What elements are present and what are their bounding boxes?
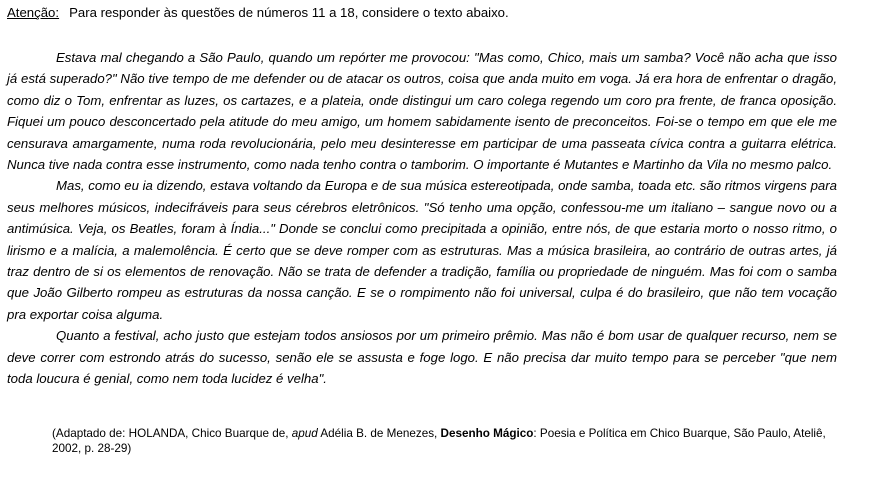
citation-book-title: Desenho Mágico (440, 427, 534, 440)
reading-passage (7, 47, 837, 390)
citation-apud: apud (291, 427, 318, 440)
passage-paragraph-1: Estava mal chegando a São Paulo, quando um repórter me provocou: "Mas como, Chico, mais um samba? Você não acha que isso já está superado?" Não tive tempo de me defender ou de atacar os outros, coisa que anda muito em voga. Já era hora de enfrentar o dragão, como diz o Tom, enfrentar as luzes, os cartazes, e a plateia, onde distingui um caro colega regendo um coro pra frente, de franca oposição. Fiquei um pouco desconcertado pela atitude do meu amigo, um homem sabidamente isento de preconceitos. Foi-se o tempo em que ele me censurava amargamente, numa roda revolucionária, pelo meu desinteresse em participar de uma passeata cívica contra a guitarra elétrica. Nunca tive nada contra esse instrumento, como nada tenho contra o tamborim. O importante é Mutantes e Martinho da Vila no mesmo palco. (7, 50, 837, 173)
passage-paragraph-3: Quanto a festival, acho justo que estejam todos ansiosos por um primeiro prêmio. Mas não é bom usar de qualquer recurso, nem se deve correr com estrondo atrás do sucesso, senão ele se assusta e foge logo. E não precisa dar muito tempo para se perceber "que nem toda loucura é genial, como nem toda lucidez é velha". (7, 328, 837, 387)
passage-paragraph-2: Mas, como eu ia dizendo, estava voltando da Europa e de sua música estereotipada, onde samba, toada etc. são ritmos virgens para seus melhores músicos, indecifráveis para seus cérebros eletrônicos. "Só tenho uma opção, confessou-me um italiano – sangue novo ou a antimúsica. Veja, os Beatles, foram à Índia..." Donde se conclui como precipitada a opinião, entre nós, de que estaria morto o nosso ritmo, o lirismo e a malícia, a malemolência. É certo que se deve romper com as estruturas. Mas a música brasileira, ao contrário de outras artes, já traz dentro de si os elementos de renovação. Não se trata de defender a tradição, família ou propriedade de ninguém. Mas foi com o samba que João Gilberto rompeu as estruturas da nossa canção. E se o rompimento não foi universal, culpa é do brasileiro, que não tem vocação pra exportar coisa alguma. (7, 178, 837, 322)
instruction-header (7, 4, 509, 22)
instruction-text: Para responder às questões de números 11 a 18, considere o texto abaixo. (69, 5, 509, 20)
citation-middle: Adélia B. de Menezes, (317, 427, 441, 440)
citation-prefix: (Adaptado de: HOLANDA, Chico Buarque de, (52, 427, 292, 440)
citation-suffix: : Poesia e Política em Chico Buarque, São Paulo, Ateliê, 2002, p. 28-29) (52, 427, 826, 455)
source-citation (52, 427, 842, 456)
attention-label: Atenção: (7, 5, 60, 20)
